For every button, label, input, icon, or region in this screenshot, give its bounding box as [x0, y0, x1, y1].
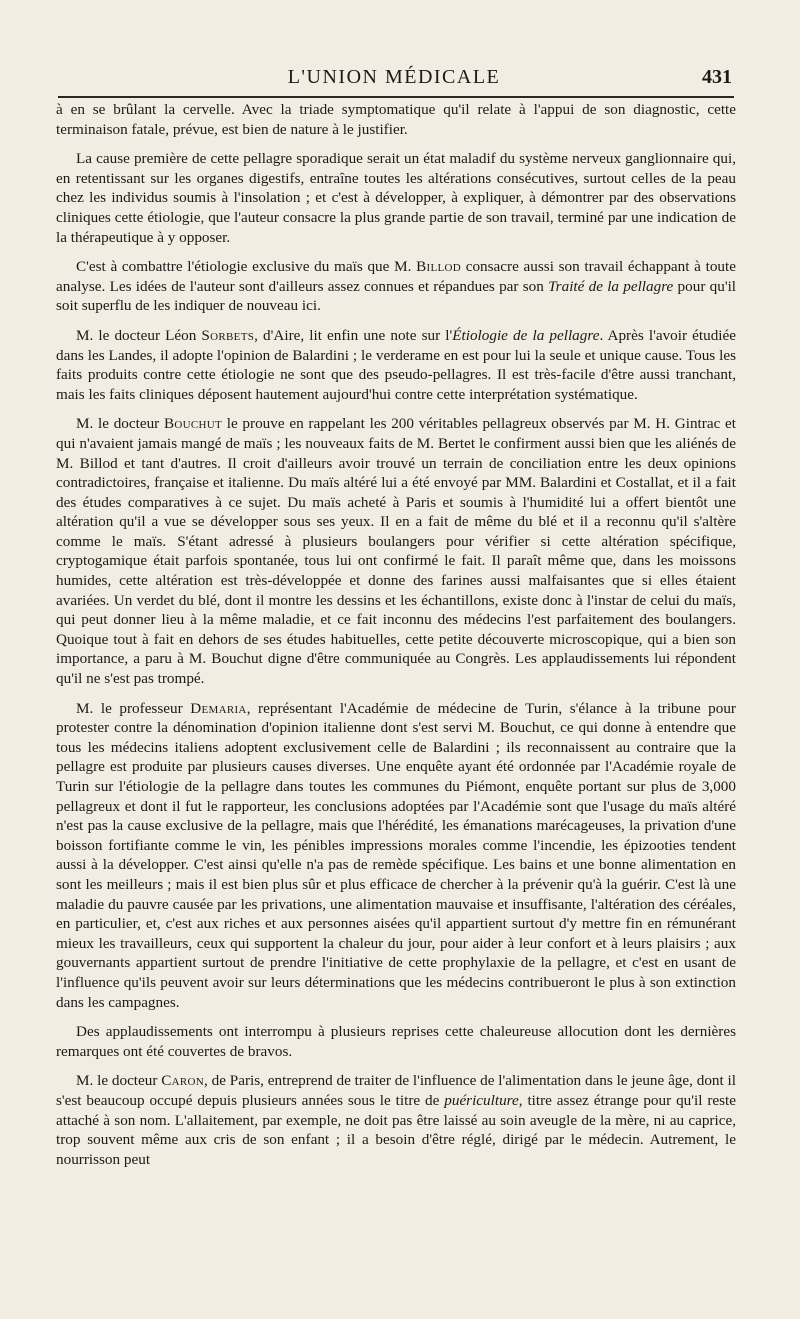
text-run: M. le docteur Léon [76, 326, 202, 344]
text-run: , titre assez étrange pour qu'il reste attaché à son nom. L'allaitement, par exemple, ne doit pas être laissé au soin aveugle de la mère, ni au caprice, trop souvent même aux cris de son enfant ; il a besoin d'être réglé, dirigé par le médecin. Autrement, le nourrisson peut [56, 1091, 736, 1168]
paragraph [56, 257, 736, 316]
running-head [56, 62, 732, 92]
text-run: à en se brûlant la cervelle. Avec la triade symptomatique qu'il relate à l'appui de son diagnostic, cette terminaison fatale, prévue, est bien de nature à le justifier. [56, 101, 736, 138]
text-run: . Après l'avoir étudiée dans les Landes, il adopte l'opinion de Balardini ; le verderame en est pour lui la seule et unique cause. Tous les faits produits contre cette étiologie ne sont que des pseudo-pellagres. Il est très-facile d'être aussi tranchant, mais les faits cliniques déposent hautement aujourd'hui contre cette interprétation systématique. [56, 326, 736, 403]
emphasis-text: Étiologie de la pellagre [452, 326, 600, 344]
text-run: le prouve en rappelant les 200 véritables pellagreux observés par M. H. Gintrac et qui n'avaient jamais mangé de maïs ; les nouveaux faits de M. Bertet le confirment aussi bien que les aliénés de M. Billod et tant d'autres. Il croit d'ailleurs avoir trouvé un terrain de conciliation entre les deux opinions contradictoires, française et italienne. Du maïs altéré lui a été envoyé par MM. Balardini et Costallat, et il a fait des études comparatives à ce sujet. Du maïs acheté à Paris et soumis à l'humidité lui a offert bientôt une altération qu'il a vue se développer sous ses yeux. Il en a fait de même du blé et il a reconnu qu'il s'altère comme le maïs. S'étant adressé à plusieurs boulangers pour vérifier si cette altération spécifique, cryptogamique était parfois spontanée, tous lui ont confirmé le fait. Il paraît même que, dans les moissons humides, cette altération est très-développée et donne des farines aussi malfaisantes que si elles étaient avariées. Un verdet du blé, dont il montre les dessins et les échantillons, existe donc à l'instar de celui du maïs, qui peut donner lieu à la même maladie, et ce fait inconnu des médecins l'est parfaitement des boulangers. Quoique tout à fait en dehors de ses études habituelles, cette petite découverte microscopique, qui a bien son importance, a paru à M. Bouchut digne d'être communiquée au Congrès. Les applaudissements lui répondent qu'il ne s'est pas trompé. [56, 415, 736, 688]
text-run: M. le professeur [76, 699, 191, 717]
paragraph [56, 1022, 736, 1061]
text-run: , de Paris, entreprend de traiter de l'influence de l'alimentation dans le jeune âge, dont il s'est beaucoup occupé depuis plusieurs années sous le titre de [56, 1072, 736, 1109]
text-run: Des applaudissements ont interrompu à plusieurs reprises cette chaleureuse allocution dont les dernières remarques ont été couvertes de bravos. [56, 1023, 736, 1060]
text-run: M. le docteur [76, 1072, 162, 1090]
emphasis-text: puériculture [444, 1091, 519, 1109]
author-name: Bouchut [163, 415, 223, 433]
text-run: , représentant l'Académie de médecine de Turin, s'élance à la tribune pour protester contre la dénomination d'opinion italienne dont s'est servi M. Bouchut, ce qui donne à entendre que tous les médecins italiens adoptent exclusivement celle de Balardini ; ils reconnaissent au contraire que la pellagre est produite par plusieurs causes diverses. Une enquête ayant été ordonnée par l'Académie royale de Turin sur l'étiologie de la pellagre dans toutes les communes du Piémont, enquête portant sur plus de 3,000 pellagreux et dont il fut le rapporteur, les conclusions adoptées par l'Académie sont que l'usage du maïs altéré n'est pas la cause exclusive de la pellagre, mais que l'hérédité, les émanations marécageuses, la privation d'une boisson fortifiante comme le vin, les pénibles impressions morales comme l'incendie, les épizooties tendent aussi à la développer. C'est ainsi qu'elle n'a pas de remède spécifique. Les bains et une bonne alimentation en sont les meilleurs ; mais il est bien plus sûr et plus efficace de chercher à la prévenir qu'à la guérir. C'est là une maladie du pauvre causée par les privations, une alimentation mauvaise et insuffisante, l'altération des céréales, en particulier, et, c'est aux riches et aux personnes aisées qu'il appartient surtout d'y mettre fin en rémunérant mieux les travailleurs, ceux qui supportent la chaleur du jour, pour aider à leur confort et à leurs plaisirs ; aux gouvernants appartient surtout de prendre l'initiative de cette prophylaxie de la pellagre, et c'est en usant de l'influence qu'ils peuvent avoir sur leurs déterminations que les médecins contribueront le plus à son extinction dans les campagnes. [56, 699, 736, 1011]
author-name: Billod [416, 258, 462, 276]
text-run: pour qu'il soit superflu de les indiquer de nouveau ici. [56, 277, 737, 315]
author-name: Demaria [190, 699, 247, 717]
emphasis-text: Traité de la pellagre [548, 277, 674, 295]
text-run: La cause première de cette pellagre sporadique serait un état maladif du système nerveux ganglionnaire qui, en retentissant sur les organes digestifs, entraîne toutes les altérations consécutives, surtout celles de la peau chez les individus soumis à l'insolation ; et c'est à développer, à expliquer, à démontrer par des observations cliniques cette étiologie, que l'auteur consacre la plus grande partie de son travail, terminé par une indication de la thérapeutique à y opposer. [56, 150, 736, 246]
paragraph [56, 100, 736, 139]
paragraph [56, 414, 736, 688]
running-title: L'UNION MÉDICALE [287, 66, 501, 88]
header-rule [58, 96, 734, 98]
paragraph [56, 326, 736, 404]
text-run: , d'Aire, lit enfin une note sur l' [254, 326, 453, 344]
paragraph [56, 149, 736, 247]
page-number: 431 [702, 66, 732, 88]
article-body [56, 100, 736, 1179]
author-name: Caron [161, 1072, 205, 1090]
text-run: M. le docteur [76, 415, 164, 433]
text-run: C'est à combattre l'étiologie exclusive du maïs que M. [76, 258, 417, 276]
paragraph [56, 699, 736, 1013]
paragraph [56, 1071, 736, 1169]
text-run: consacre aussi son travail échappant à toute analyse. Les idées de l'auteur sont d'ailleurs assez connues et répandues par son [56, 258, 736, 295]
author-name: Sorbets [201, 326, 255, 344]
